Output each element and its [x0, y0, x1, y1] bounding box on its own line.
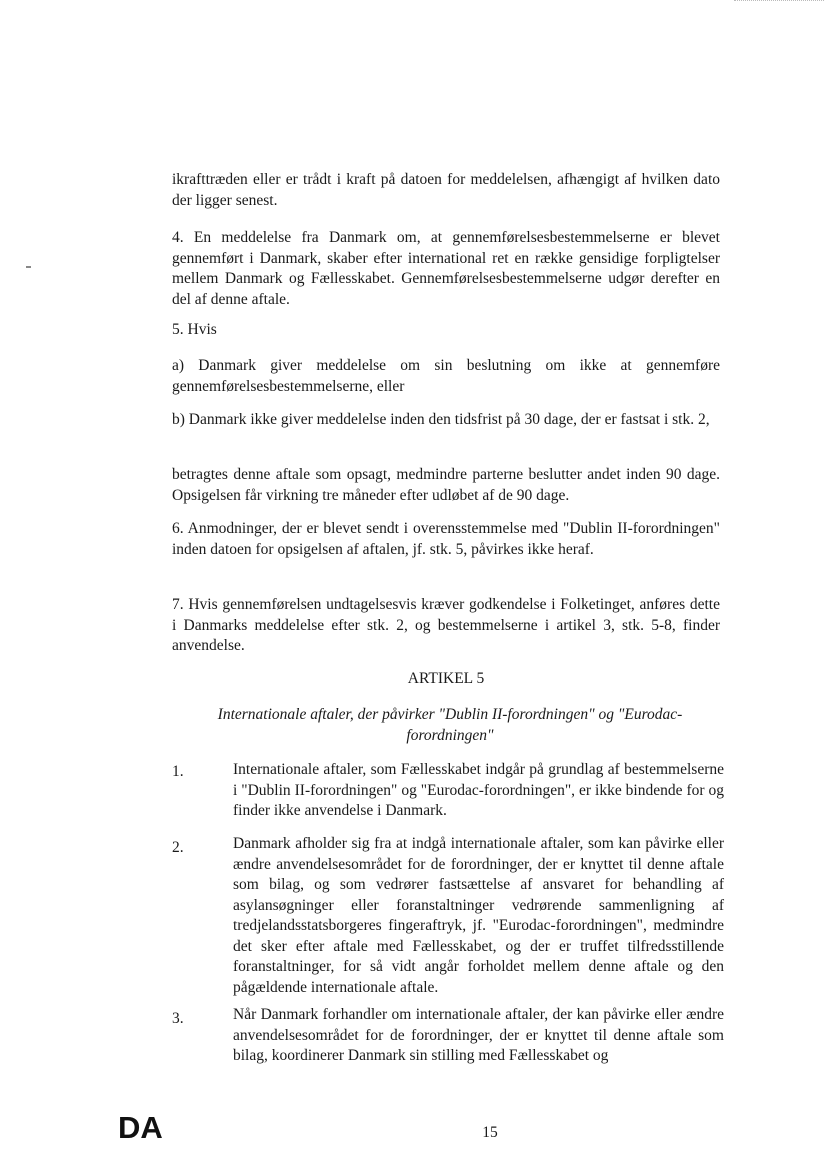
- item-text-2: Danmark afholder sig fra at indgå internationale aftaler, som kan påvirke eller ændre anvendelsesområdet for de forordninger, der er knyttet til denne aftale som bilag, og som vedrører fastsættelse af ansvaret for behandling af asylansøgninger eller foranstaltninger vedrørende sammenligning af tredjelandsstatsborgeres fingeraftryk, jf. "Eurodac-forordningen", medmindre det sker efter aftale med Fællesskabet, og der er truffet tilfredsstillende foranstaltninger, for så vidt angår forholdet mellem denne aftale og den pågældende internationale aftale.: [233, 835, 724, 996]
- paragraph-5-continuation: betragtes denne aftale som opsagt, medmindre parterne beslutter andet inden 90 dage. Opsigelsen får virkning tre måneder efter udløbet af de 90 dage.: [172, 466, 720, 504]
- paragraph-5: 5. Hvis: [172, 321, 217, 338]
- item-number-1: 1.: [172, 763, 184, 780]
- page-number: 15: [482, 1124, 498, 1141]
- paragraph-5b: b) Danmark ikke giver meddelelse inden den tidsfrist på 30 dage, der er fastsat i stk. 2,: [172, 411, 710, 428]
- paragraph-7: 7. Hvis gennemførelsen undtagelsesvis kræver godkendelse i Folketinget, anføres dette i Danmarks meddelelse efter stk. 2, og bestemmelserne i artikel 3, stk. 5-8, finder anvendelse.: [172, 596, 720, 654]
- paragraph-4: 4. En meddelelse fra Danmark om, at gennemførelsesbestemmelserne er blevet gennemført i Danmark, skaber efter international ret en række gensidige forpligtelser mellem Danmark og Fællesskabet. Gennemførelsesbestemmelserne udgør derefter en del af denne aftale.: [172, 229, 720, 308]
- item-number-2: 2.: [172, 839, 184, 856]
- article-heading: ARTIKEL 5: [407, 670, 485, 687]
- paragraph-6: 6. Anmodninger, der er blevet sendt i overensstemmelse med "Dublin II-forordningen" inden datoen for opsigelsen af aftalen, jf. stk. 5, påvirkes ikke heraf.: [172, 520, 720, 558]
- scan-artifact: [734, 0, 824, 4]
- paragraph-intro: ikrafttræden eller er trådt i kraft på datoen for meddelelsen, afhængigt af hvilken dato der ligger senest.: [172, 171, 720, 209]
- article-title: Internationale aftaler, der påvirker "Dublin II-forordningen" og "Eurodac-forordningen": [217, 706, 683, 744]
- language-code: DA: [118, 1110, 163, 1145]
- item-text-3: Når Danmark forhandler om internationale aftaler, der kan påvirke eller ændre anvendelsesområdet for de forordninger, der er knyttet til denne aftale som bilag, koordinerer Danmark sin stilling med Fællesskabet og: [233, 1006, 724, 1064]
- paragraph-5a: a) Danmark giver meddelelse om sin beslutning om ikke at gennemføre gennemførelsesbestemmelserne, eller: [172, 357, 720, 395]
- item-text-1: Internationale aftaler, som Fællesskabet indgår på grundlag af bestemmelserne i "Dublin II-forordningen" og "Eurodac-forordningen", er ikke bindende for og finder ikke anvendelse i Danmark.: [233, 761, 724, 819]
- scan-speck: [26, 266, 31, 268]
- item-number-3: 3.: [172, 1010, 184, 1027]
